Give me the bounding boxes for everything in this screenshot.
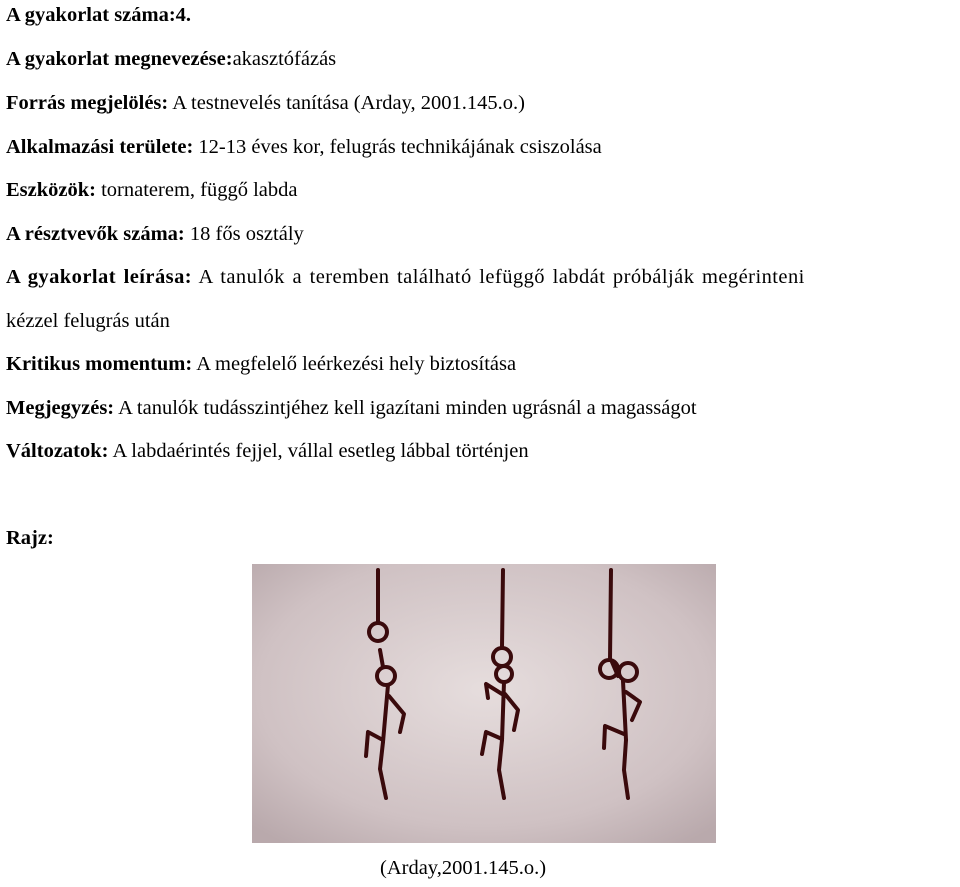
field-label: A gyakorlat leírása: xyxy=(6,266,193,288)
drawing-svg xyxy=(252,564,716,843)
field-name xyxy=(6,47,336,71)
field-label: Megjegyzés: xyxy=(6,397,115,419)
field-application xyxy=(6,135,602,159)
field-description-cont xyxy=(6,309,170,333)
field-label: Forrás megjelölés: xyxy=(6,92,169,114)
field-label: Eszközök: xyxy=(6,179,96,201)
stick-figure-drawing xyxy=(252,564,716,843)
hanging-rope xyxy=(502,570,503,647)
field-value: 12-13 éves kor, felugrás technikájának csiszolása xyxy=(193,136,602,158)
field-variants xyxy=(6,439,529,463)
drawing-caption: (Arday,2001.145.o.) xyxy=(380,857,547,879)
field-label: Alkalmazási területe: xyxy=(6,136,194,158)
field-label: Változatok: xyxy=(6,440,109,462)
field-description xyxy=(6,265,805,289)
field-equipment xyxy=(6,178,298,202)
figure-body xyxy=(502,682,504,740)
drawing-heading: Rajz: xyxy=(6,527,54,549)
field-value: tornaterem, függő labda xyxy=(95,179,298,201)
field-value: A labdaérintés fejjel, vállal esetleg lábbal történjen xyxy=(108,440,529,462)
field-label: Kritikus momentum: xyxy=(6,353,193,375)
field-value: akasztófázás xyxy=(232,48,337,70)
field-value: kézzel felugrás után xyxy=(6,310,170,332)
field-value: A testnevelés tanítása (Arday, 2001.145.o.) xyxy=(168,92,525,114)
field-value: A tanulók a teremben található lefüggő labdát próbálják megérinteni xyxy=(192,266,805,288)
exercise-number: A gyakorlat száma:4. xyxy=(6,4,192,26)
field-value: 18 fős osztály xyxy=(184,223,304,245)
field-value: A megfelelő leérkezési hely biztosítása xyxy=(192,353,517,375)
hanging-rope xyxy=(610,570,611,660)
field-label: A résztvevők száma: xyxy=(6,223,185,245)
field-critical-moment xyxy=(6,352,516,376)
field-participants xyxy=(6,222,304,246)
field-value: A tanulók tudásszintjéhez kell igazítani minden ugrásnál a magasságot xyxy=(114,397,697,419)
field-source xyxy=(6,91,525,115)
paper-background xyxy=(252,564,716,843)
field-note xyxy=(6,396,697,420)
field-label: A gyakorlat megnevezése: xyxy=(6,48,233,70)
